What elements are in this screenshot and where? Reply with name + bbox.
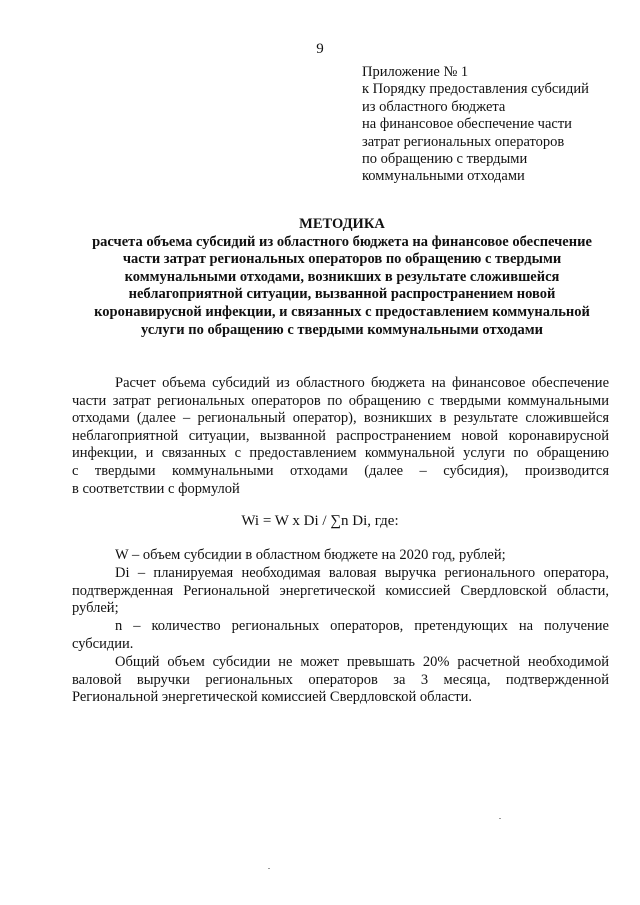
title-main: МЕТОДИКА (299, 216, 385, 232)
title-subtitle-line: коммунальными отходами, возникших в результате сложившейся (124, 268, 560, 285)
paragraph-line: Расчет объема субсидий из областного бюджета на финансовое обеспечение (115, 375, 609, 391)
page-number: 9 (316, 41, 324, 57)
title-subtitle-line: расчета объема субсидий из областного бюджета на финансовое обеспечение (92, 233, 592, 250)
paragraph-line: отходами (далее – региональный оператор), возникших в результате сложившейся (72, 410, 609, 427)
paragraph-line: W – объем субсидии в областном бюджете на 2020 год, рублей; (115, 547, 506, 563)
appendix-line: затрат региональных операторов (362, 133, 565, 150)
scan-speck (268, 868, 270, 869)
intro-paragraph (72, 375, 609, 498)
definition-di (72, 565, 609, 618)
paragraph-line: n – количество региональных операторов, претендующих на получение (115, 618, 609, 634)
appendix-line: коммунальными отходами (362, 168, 525, 185)
paragraph-line: Di – планируемая необходимая валовая выручка регионального оператора, (115, 565, 609, 581)
appendix-header (362, 64, 632, 186)
appendix-line: к Порядку предоставления субсидий (362, 81, 589, 98)
title-subtitle-line: услуги по обращению с твердыми коммунальными отходами (141, 321, 543, 338)
paragraph-line: в соответствии с формулой (72, 480, 240, 497)
paragraph-line: части затрат региональных операторов по обращению с твердыми коммунальными (72, 392, 609, 409)
definition-n (72, 618, 609, 653)
appendix-line: из областного бюджета (362, 98, 506, 115)
title-subtitle-line: неблагоприятной ситуации, вызванной распространением новой (128, 286, 556, 303)
paragraph-line: подтвержденная Региональной энергетической комиссией Свердловской области, (72, 582, 609, 599)
paragraph-line: субсидии. (72, 635, 134, 652)
paragraph-line: рублей; (72, 600, 119, 617)
appendix-line: по обращению с твердыми (362, 151, 528, 168)
paragraph-line: инфекции, и связанных с предоставлением коммунальной услуги по обращению (72, 445, 609, 462)
paragraph-line: с твердыми коммунальными отходами (далее – субсидия), производится (72, 462, 609, 479)
paragraph-line: валовой выручки региональных операторов за 3 месяца, подтвержденной (72, 671, 609, 688)
appendix-line: Приложение № 1 (362, 64, 469, 80)
paragraph-line: неблагоприятной ситуации, вызванной распространением новой коронавирусной (72, 427, 609, 444)
scan-speck (499, 818, 501, 819)
paragraph-line: Региональной энергетической комиссией Свердловской области. (72, 689, 472, 706)
limit-paragraph (72, 654, 609, 707)
title-subtitle-line: коронавирусной инфекции, и связанных с предоставлением коммунальной (94, 303, 590, 320)
title-subtitle-line: части затрат региональных операторов по обращению с твердыми (122, 251, 562, 268)
appendix-line: на финансовое обеспечение части (362, 116, 572, 133)
definition-w (72, 547, 609, 565)
paragraph-line: Общий объем субсидии не может превышать 20% расчетной необходимой (115, 654, 609, 670)
formula: Wi = W x Di / ∑n Di, где: (241, 513, 399, 529)
document-title (72, 216, 612, 339)
